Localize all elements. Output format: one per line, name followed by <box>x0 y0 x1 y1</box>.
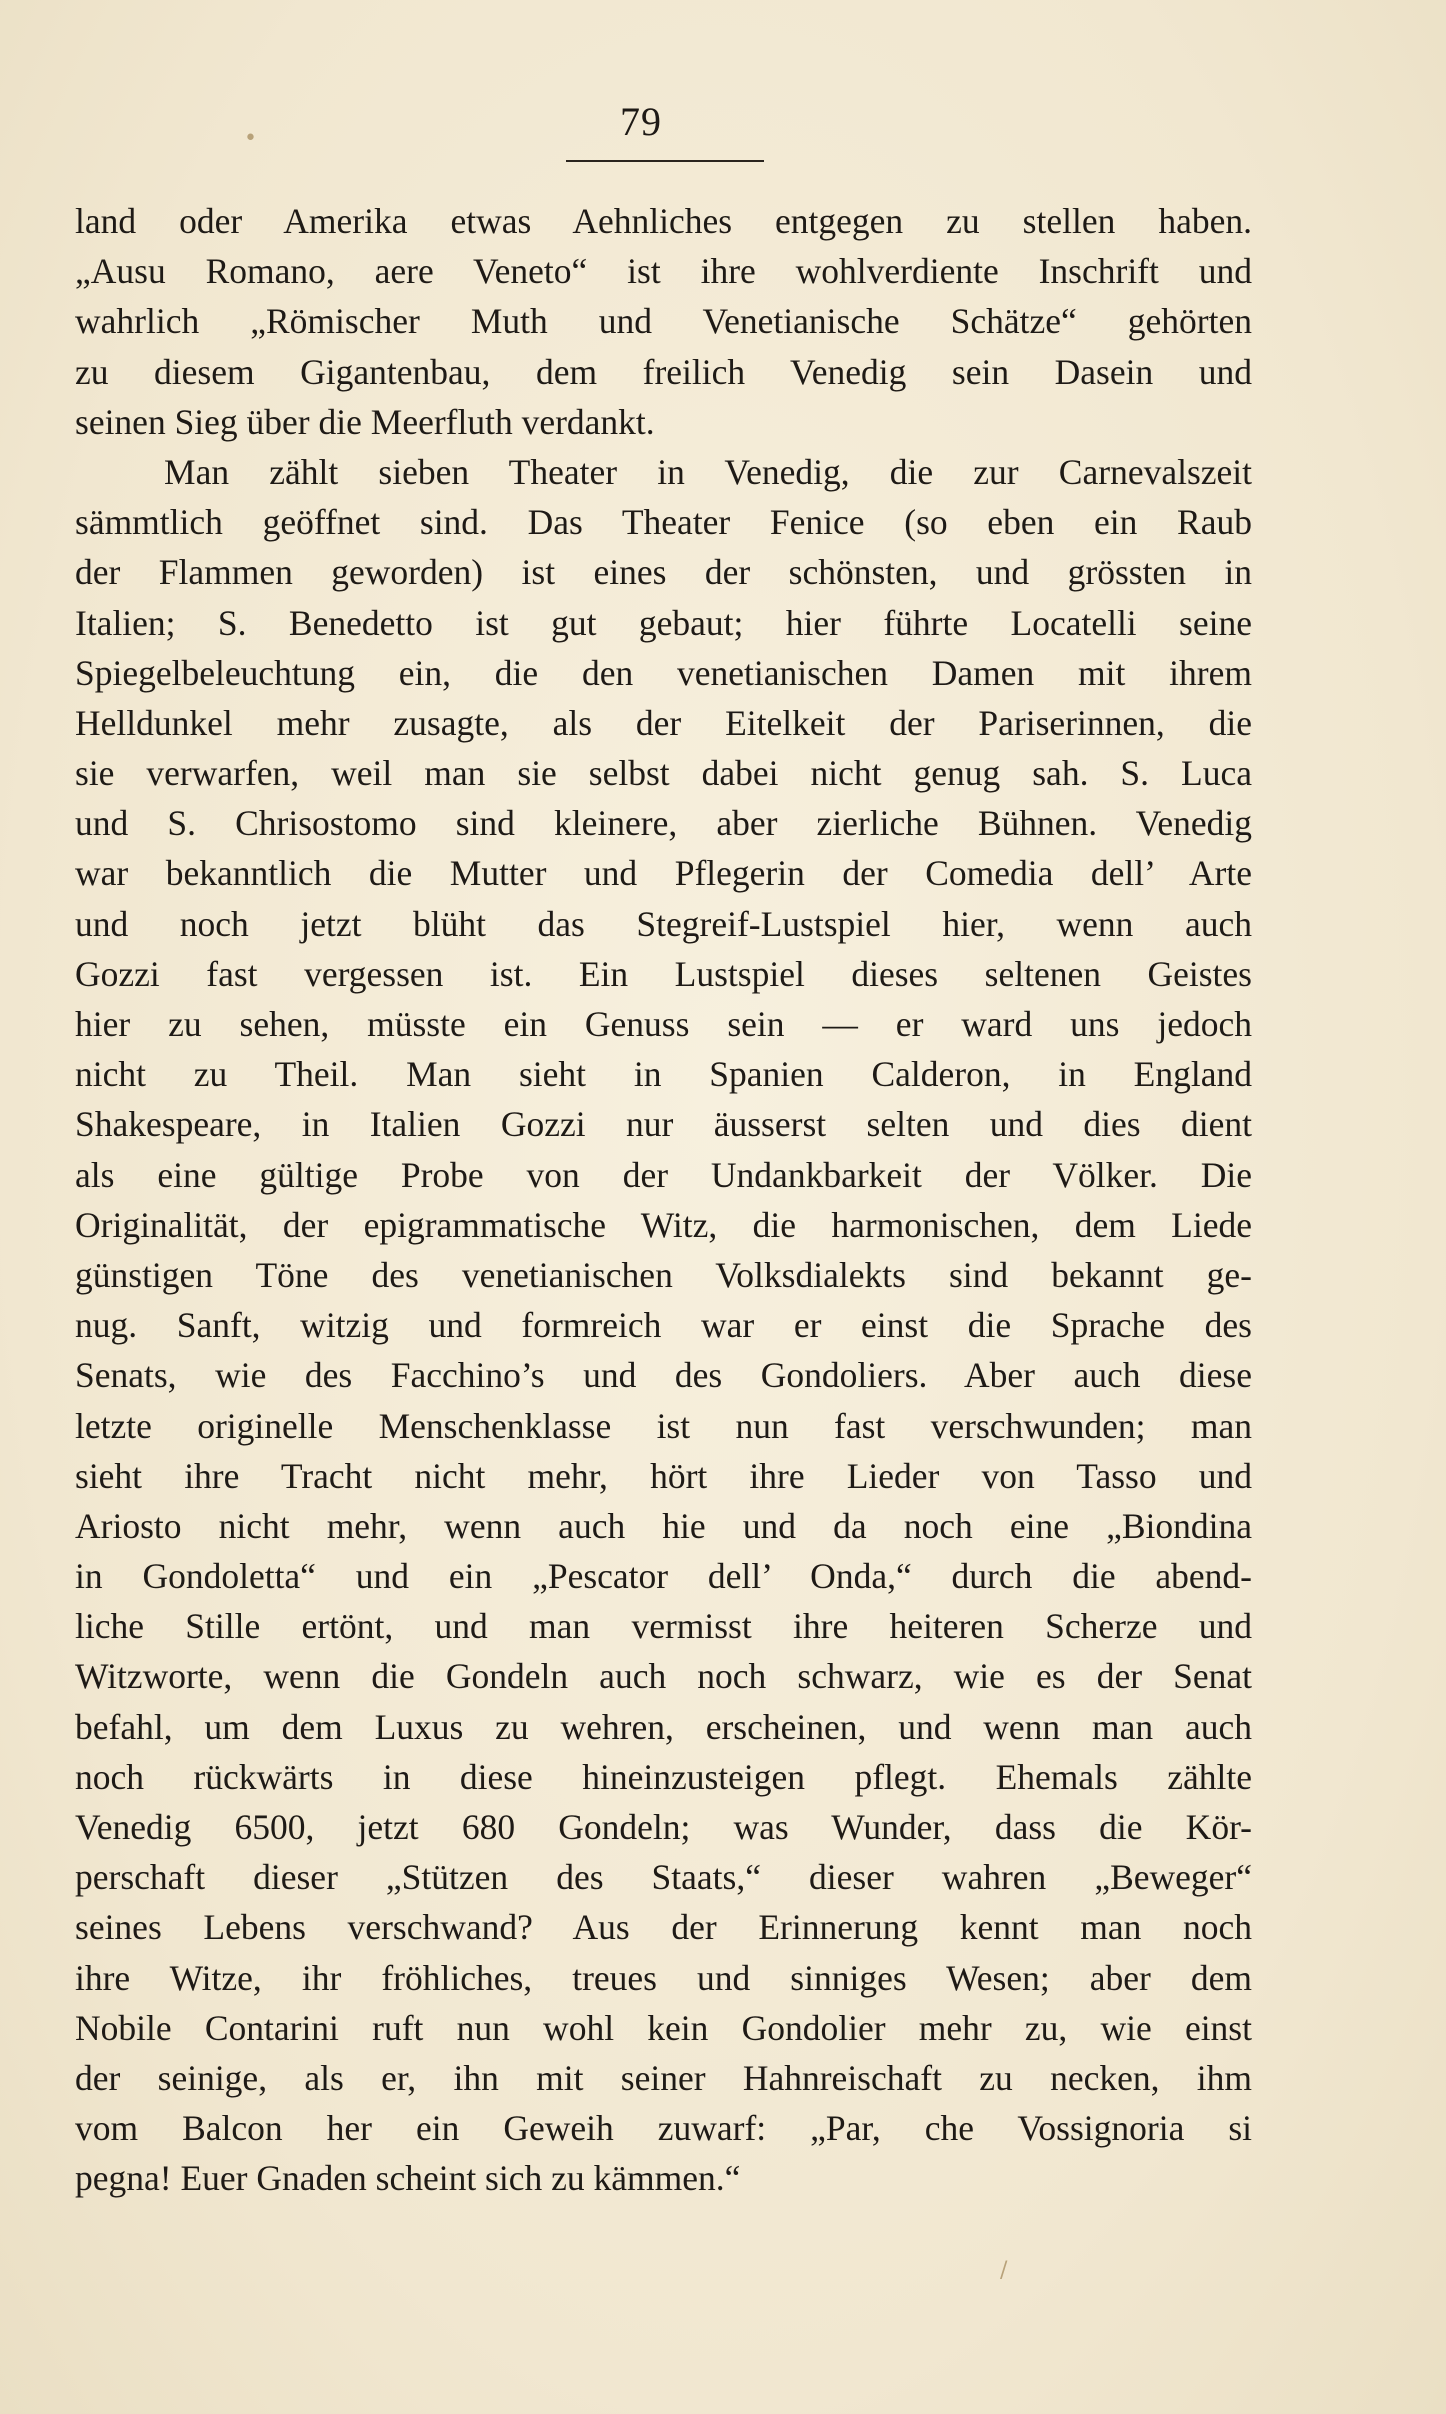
text-line: sie verwarfen, weil man sie selbst dabei nicht genug sah. S. Luca <box>75 753 1252 794</box>
page-number: 79 <box>620 99 662 144</box>
text-line: als eine gültige Probe von der Undankbarkeit der Völker. Die <box>75 1154 1252 1195</box>
text-line: wahrlich „Römischer Muth und Venetianische Schätze“ gehörten <box>75 301 1252 342</box>
text-line: Gozzi fast vergessen ist. Ein Lustspiel dieses seltenen Geistes <box>75 953 1252 994</box>
text-line: Italien; S. Benedetto ist gut gebaut; hier führte Locatelli seine <box>75 602 1252 643</box>
text-line: hier zu sehen, müsste ein Genuss sein — er ward uns jedoch <box>75 1004 1252 1044</box>
text-line: zu diesem Gigantenbau, dem freilich Venedig sein Dasein und <box>75 351 1252 392</box>
text-line: günstigen Töne des venetianischen Volksdialekts sind bekannt ge- <box>75 1254 1252 1295</box>
text-line: in Gondoletta“ und ein „Pescator dell’ Onda,“ durch die abend- <box>75 1556 1252 1597</box>
text-line: noch rückwärts in diese hineinzusteigen pflegt. Ehemals zählte <box>75 1756 1252 1797</box>
text-line: ihre Witze, ihr fröhliches, treues und sinniges Wesen; aber dem <box>75 1957 1252 1998</box>
ink-speck: / <box>1000 2258 1008 2283</box>
text-line: nug. Sanft, witzig und formreich war er einst die Sprache des <box>75 1305 1252 1346</box>
text-line: und noch jetzt blüht das Stegreif-Lustspiel hier, wenn auch <box>75 903 1252 944</box>
text-line: Shakespeare, in Italien Gozzi nur äusserst selten und dies dient <box>75 1104 1252 1145</box>
body-text <box>75 196 1252 2204</box>
text-line: war bekanntlich die Mutter und Pflegerin der Comedia dell’ Arte <box>75 853 1252 894</box>
text-line: Venedig 6500, jetzt 680 Gondeln; was Wunder, dass die Kör- <box>75 1807 1252 1847</box>
text-line: nicht zu Theil. Man sieht in Spanien Calderon, in England <box>75 1054 1252 1095</box>
text-line: Senats, wie des Facchino’s und des Gondoliers. Aber auch diese <box>75 1355 1252 1396</box>
text-line: sieht ihre Tracht nicht mehr, hört ihre Lieder von Tasso und <box>75 1455 1252 1496</box>
text-line: perschaft dieser „Stützen des Staats,“ dieser wahren „Beweger“ <box>75 1857 1252 1898</box>
text-line: pegna! Euer Gnaden scheint sich zu kämmen.“ <box>75 2158 741 2199</box>
text-line: der seinige, als er, ihn mit seiner Hahnreischaft zu necken, ihm <box>75 2057 1252 2098</box>
text-line: liche Stille ertönt, und man vermisst ihre heiteren Scherze und <box>75 1606 1252 1647</box>
text-line: Ariosto nicht mehr, wenn auch hie und da noch eine „Biondina <box>75 1505 1252 1546</box>
text-line: Witzworte, wenn die Gondeln auch noch schwarz, wie es der Senat <box>75 1656 1252 1697</box>
text-line: Spiegelbeleuchtung ein, die den venetianischen Damen mit ihrem <box>75 652 1252 693</box>
text-line: befahl, um dem Luxus zu wehren, erscheinen, und wenn man auch <box>75 1706 1252 1747</box>
text-line: der Flammen geworden) ist eines der schönsten, und grössten in <box>75 552 1252 593</box>
text-line: vom Balcon her ein Geweih zuwarf: „Par, che Vossignoria si <box>75 2108 1252 2149</box>
text-line: seinen Sieg über die Meerfluth verdankt. <box>75 401 655 442</box>
text-line: Originalität, der epigrammatische Witz, die harmonischen, dem Liede <box>75 1204 1252 1245</box>
text-line: Man zählt sieben Theater in Venedig, die zur Carnevalszeit <box>164 451 1252 492</box>
text-line: land oder Amerika etwas Aehnliches entgegen zu stellen haben. <box>75 201 1252 241</box>
ink-speck: • <box>244 126 257 151</box>
text-line: „Ausu Romano, aere Veneto“ ist ihre wohlverdiente Inschrift und <box>75 251 1252 292</box>
text-line: letzte originelle Menschenklasse ist nun fast verschwunden; man <box>75 1405 1252 1446</box>
text-line: Helldunkel mehr zusagte, als der Eitelkeit der Pariserinnen, die <box>75 702 1252 743</box>
header-rule <box>566 160 764 162</box>
text-line: sämmtlich geöffnet sind. Das Theater Fenice (so eben ein Raub <box>75 502 1252 543</box>
text-line: seines Lebens verschwand? Aus der Erinnerung kennt man noch <box>75 1907 1252 1948</box>
text-line: und S. Chrisostomo sind kleinere, aber zierliche Bühnen. Venedig <box>75 803 1252 844</box>
text-line: Nobile Contarini ruft nun wohl kein Gondolier mehr zu, wie einst <box>75 2007 1252 2048</box>
